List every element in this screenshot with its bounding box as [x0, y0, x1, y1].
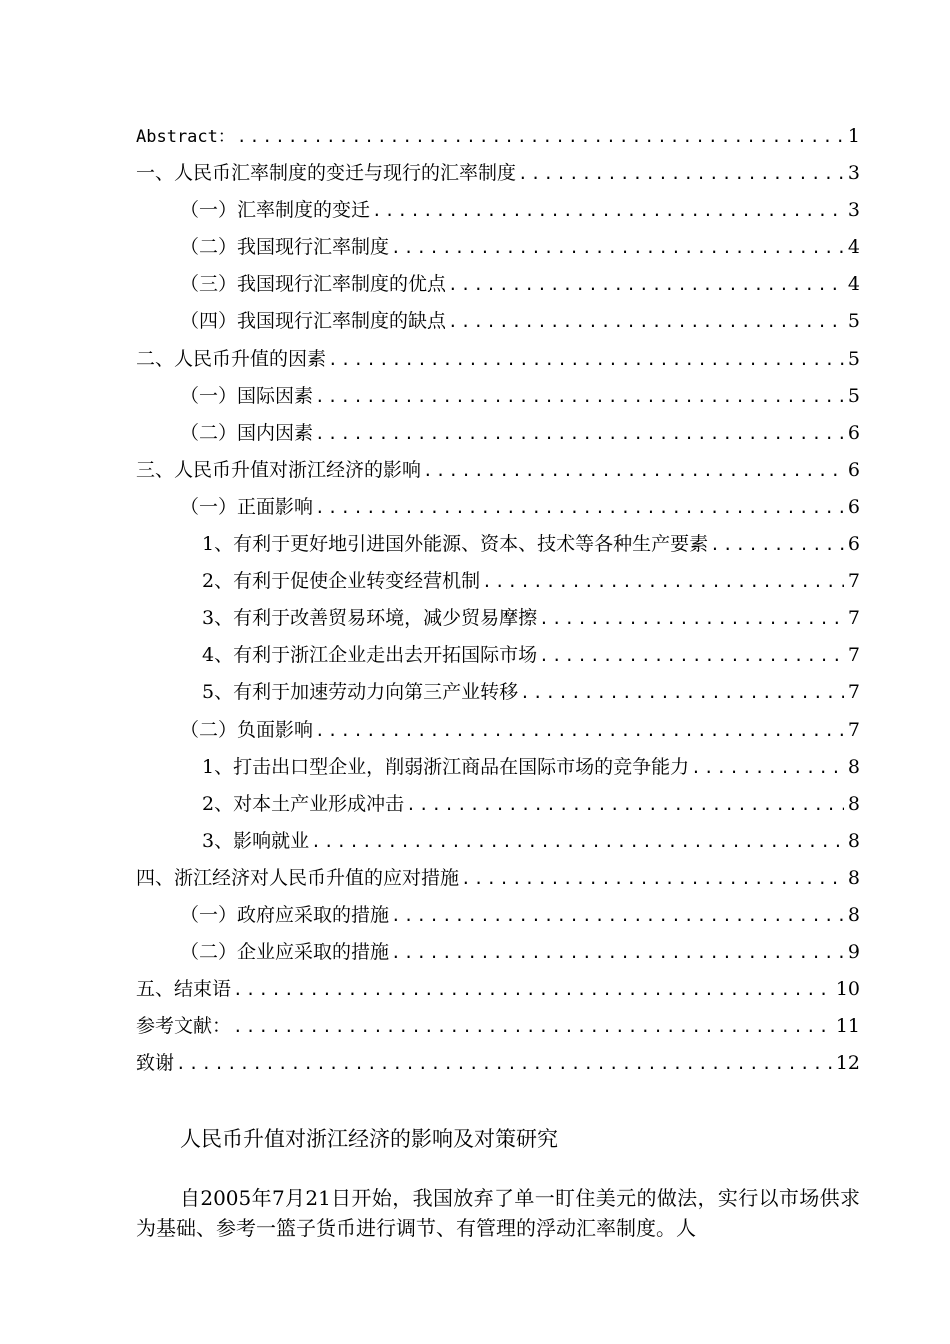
toc-dot-leader	[480, 563, 844, 600]
toc-entry-page: 4	[847, 236, 860, 259]
toc-entry-page: 9	[847, 941, 860, 964]
toc-entry-page: 4	[847, 273, 860, 296]
toc-entry-page: 7	[847, 718, 860, 741]
toc-entry-title: （一）正面影响	[180, 495, 314, 518]
toc-entry-page: 12	[835, 1052, 860, 1075]
toc-entry-page: 7	[847, 681, 860, 704]
toc-entry-abstract[interactable]	[136, 118, 860, 155]
toc-entry-page: 6	[847, 458, 860, 481]
toc-dot-leader	[516, 155, 844, 192]
toc-dot-leader	[389, 934, 844, 971]
toc-dot-leader	[446, 266, 844, 303]
toc-entry-title: （二）国内因素	[180, 421, 314, 444]
toc-dot-leader	[389, 229, 844, 266]
toc-entry-section-3-1-4[interactable]	[136, 637, 860, 674]
toc-entry-page: 8	[847, 829, 860, 852]
toc-dot-leader	[389, 897, 844, 934]
toc-dot-leader	[459, 860, 844, 897]
toc-entry-page: 3	[847, 162, 860, 185]
toc-entry-title: （四）我国现行汇率制度的缺点	[180, 310, 447, 333]
toc-dot-leader	[446, 303, 844, 340]
toc-entry-title: （一）国际因素	[180, 384, 314, 407]
toc-entry-page: 1	[847, 125, 860, 147]
toc-entry-title: 五、结束语	[136, 978, 232, 1001]
toc-entry-title: 三、人民币升值对浙江经济的影响	[136, 458, 422, 481]
toc-dot-leader	[370, 192, 844, 229]
toc-entry-section-3-1-1[interactable]	[136, 526, 860, 563]
toc-entry-references[interactable]	[136, 1008, 860, 1045]
toc-entry-page: 8	[847, 755, 860, 778]
toc-entry-section-4-1[interactable]	[136, 897, 860, 934]
toc-entry-title: （二）负面影响	[180, 718, 314, 741]
toc-entry-title: 3、影响就业	[202, 829, 310, 852]
toc-entry-section-3-2[interactable]	[136, 712, 860, 749]
toc-entry-page: 8	[847, 903, 860, 926]
toc-entry-section-3-2-3[interactable]	[136, 823, 860, 860]
table-of-contents	[136, 118, 860, 1082]
toc-dot-leader	[231, 1008, 832, 1045]
toc-entry-page: 10	[835, 978, 860, 1001]
toc-entry-title: 致谢	[136, 1052, 175, 1075]
toc-entry-title: 参考文献：	[136, 1015, 232, 1038]
toc-entry-section-3[interactable]	[136, 452, 860, 489]
toc-entry-page: 5	[847, 310, 860, 333]
toc-entry-section-1-4[interactable]	[136, 303, 860, 340]
toc-entry-section-5[interactable]	[136, 971, 860, 1008]
toc-entry-section-3-1-5[interactable]	[136, 674, 860, 711]
toc-entry-section-3-1[interactable]	[136, 489, 860, 526]
toc-entry-title: （一）政府应采取的措施	[180, 903, 390, 926]
toc-entry-title: （三）我国现行汇率制度的优点	[180, 273, 447, 296]
toc-entry-section-2[interactable]	[136, 341, 860, 378]
toc-entry-section-4-2[interactable]	[136, 934, 860, 971]
toc-entry-section-3-2-2[interactable]	[136, 786, 860, 823]
toc-entry-section-1-2[interactable]	[136, 229, 860, 266]
toc-entry-page: 3	[847, 199, 860, 222]
toc-dot-leader	[518, 674, 844, 711]
paper-title: 人民币升值对浙江经济的影响及对策研究	[180, 1127, 558, 1151]
toc-dot-leader	[326, 341, 844, 378]
toc-dot-leader	[404, 786, 844, 823]
toc-entry-title: （一）汇率制度的变迁	[180, 199, 371, 222]
toc-entry-section-3-2-1[interactable]	[136, 749, 860, 786]
toc-dot-leader	[537, 600, 844, 637]
toc-entry-section-1-3[interactable]	[136, 266, 860, 303]
toc-dot-leader	[309, 823, 844, 860]
toc-dot-leader	[537, 637, 844, 674]
toc-dot-leader	[313, 378, 844, 415]
toc-entry-title: 2、有利于促使企业转变经营机制	[202, 570, 481, 593]
toc-entry-page: 8	[847, 792, 860, 815]
toc-entry-section-2-1[interactable]	[136, 378, 860, 415]
toc-dot-leader	[313, 489, 844, 526]
toc-entry-section-1-1[interactable]	[136, 192, 860, 229]
toc-entry-page: 7	[847, 570, 860, 593]
toc-entry-title: 5、有利于加速劳动力向第三产业转移	[202, 681, 519, 704]
toc-entry-page: 8	[847, 866, 860, 889]
toc-entry-title: （二）我国现行汇率制度	[180, 236, 390, 259]
toc-entry-section-2-2[interactable]	[136, 415, 860, 452]
toc-entry-title: 2、对本土产业形成冲击	[202, 792, 405, 815]
toc-entry-title: 四、浙江经济对人民币升值的应对措施	[136, 866, 460, 889]
toc-entry-section-3-1-2[interactable]	[136, 563, 860, 600]
toc-dot-leader	[231, 971, 832, 1008]
toc-dot-leader	[689, 749, 844, 786]
intro-paragraph: 自2005年7月21日开始，我国放弃了单一盯住美元的做法，实行以市场供求为基础、参考一篮子货币进行调节、有管理的浮动汇率制度。人	[136, 1186, 860, 1240]
toc-entry-page: 6	[847, 421, 860, 444]
toc-dot-leader	[708, 526, 844, 563]
toc-entry-title: Abstract：	[136, 127, 235, 147]
toc-entry-page: 6	[847, 495, 860, 518]
toc-entry-title: 一、人民币汇率制度的变迁与现行的汇率制度	[136, 162, 517, 185]
toc-entry-page: 5	[847, 347, 860, 370]
toc-entry-page: 6	[847, 533, 860, 556]
toc-entry-title: （二）企业应采取的措施	[180, 941, 390, 964]
toc-entry-page: 5	[847, 384, 860, 407]
toc-dot-leader	[235, 118, 844, 155]
toc-entry-page: 7	[847, 644, 860, 667]
toc-entry-acknowledgements[interactable]	[136, 1045, 860, 1082]
toc-entry-title: 1、打击出口型企业，削弱浙江商品在国际市场的竞争能力	[202, 755, 690, 778]
toc-dot-leader	[313, 415, 844, 452]
toc-entry-section-3-1-3[interactable]	[136, 600, 860, 637]
toc-dot-leader	[313, 712, 844, 749]
toc-dot-leader	[421, 452, 844, 489]
toc-entry-section-4[interactable]	[136, 860, 860, 897]
toc-entry-section-1[interactable]	[136, 155, 860, 192]
toc-entry-title: 3、有利于改善贸易环境，减少贸易摩擦	[202, 607, 538, 630]
toc-entry-page: 11	[835, 1015, 860, 1038]
toc-entry-title: 1、有利于更好地引进国外能源、资本、技术等各种生产要素	[202, 533, 709, 556]
toc-entry-page: 7	[847, 607, 860, 630]
toc-entry-title: 二、人民币升值的因素	[136, 347, 327, 370]
toc-dot-leader	[174, 1045, 832, 1082]
toc-entry-title: 4、有利于浙江企业走出去开拓国际市场	[202, 644, 538, 667]
